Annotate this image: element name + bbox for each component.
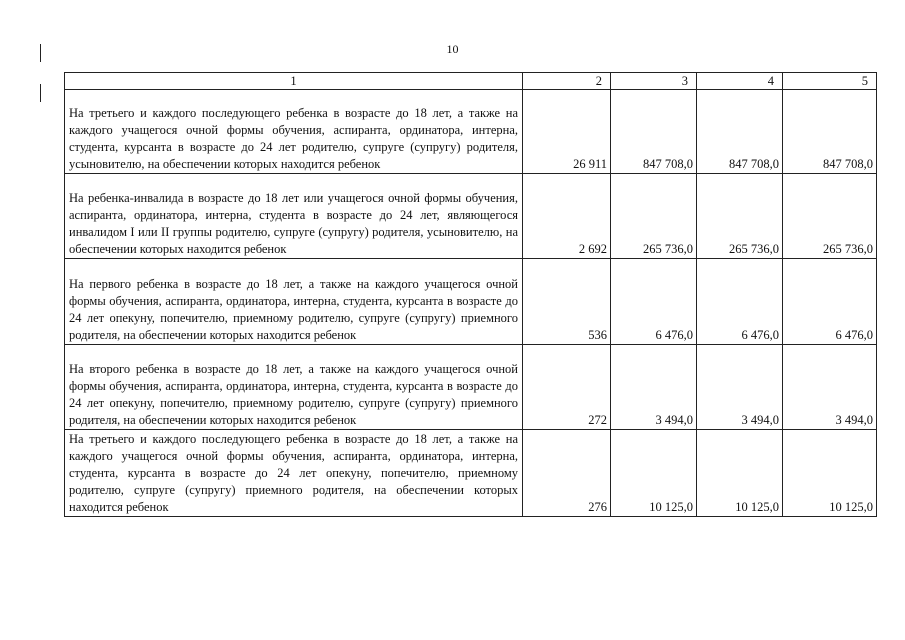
row-value-col4: 10 125,0 [697,430,783,517]
margin-mark [40,84,41,102]
column-header-4: 4 [697,73,783,90]
row-value-col2: 272 [523,345,611,430]
row-description: На третьего и каждого последующего ребенка в возрасте до 18 лет, а также на каждого учащегося очной формы обучения, аспиранта, ординатора, интерна, студента, курсанта в возрасте до 24 лет родителю, супруге (супругу) родителя, усыновителю, на обеспечении которых находится ребенок [65,90,523,174]
page-number: 10 [446,42,459,56]
row-value-col3: 265 736,0 [611,174,697,259]
table-row [65,345,877,430]
benefits-table [64,72,877,517]
row-description: На ребенка-инвалида в возрасте до 18 лет или учащегося очной формы обучения, аспиранта, ординатора, интерна, студента в возрасте до 24 лет, являющегося инвалидом I или II группы родителю, супруге (супругу) родителя, усыновителю, на обеспечении которых находится ребенок [65,174,523,259]
row-value-col2: 276 [523,430,611,517]
row-value-col2: 536 [523,259,611,345]
table-row [65,430,877,517]
column-header-5: 5 [783,73,877,90]
column-header-2: 2 [523,73,611,90]
row-value-col5: 847 708,0 [783,90,877,174]
margin-mark [40,44,41,62]
table-row [65,174,877,259]
row-value-col3: 6 476,0 [611,259,697,345]
row-description: На второго ребенка в возрасте до 18 лет, а также на каждого учащегося очной формы обучения, аспиранта, ординатора, интерна, студента, курсанта в возрасте до 24 лет опекуну, попечителю, приемному родителю, супруге (супругу) приемного родителя, на обеспечении которых находится ребенок [65,345,523,430]
row-value-col5: 10 125,0 [783,430,877,517]
row-description: На третьего и каждого последующего ребенка в возрасте до 18 лет, а также на каждого учащегося очной формы обучения, аспиранта, ординатора, интерна, студента, курсанта в возрасте до 24 лет опекуну, попечителю, приемному родителю, супруге (супругу) приемного родителя, на обеспечении которых находится ребенок [65,430,523,517]
row-value-col2: 26 911 [523,90,611,174]
column-header-3: 3 [611,73,697,90]
row-value-col3: 10 125,0 [611,430,697,517]
table-row [65,259,877,345]
row-value-col3: 3 494,0 [611,345,697,430]
row-value-col5: 265 736,0 [783,174,877,259]
row-value-col5: 3 494,0 [783,345,877,430]
row-value-col2: 2 692 [523,174,611,259]
row-value-col4: 847 708,0 [697,90,783,174]
header-row [65,73,877,90]
column-header-1: 1 [65,73,523,90]
row-value-col3: 847 708,0 [611,90,697,174]
table-row [65,90,877,174]
row-value-col4: 6 476,0 [697,259,783,345]
row-description: На первого ребенка в возрасте до 18 лет, а также на каждого учащегося очной формы обучения, аспиранта, ординатора, интерна, студента, курсанта в возрасте до 24 лет опекуну, попечителю, приемному родителю, супруге (супругу) приемного родителя, на обеспечении которых находится ребенок [65,259,523,345]
row-value-col4: 3 494,0 [697,345,783,430]
row-value-col5: 6 476,0 [783,259,877,345]
row-value-col4: 265 736,0 [697,174,783,259]
